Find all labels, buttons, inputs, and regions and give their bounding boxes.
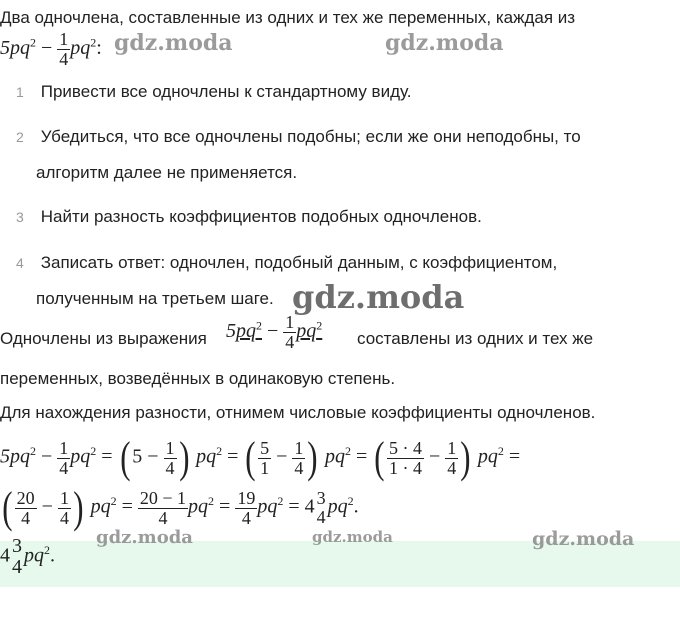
explain-line-2: переменных, возведённых в одинаковую степень. [0, 369, 396, 388]
step-text: Записать ответ: одночлен, подобный данным, с коэффициентом, [40, 253, 558, 272]
explain-suffix: составлены из одних и тех же [357, 329, 594, 348]
step-text: Привести все одночлены к стандартному виду. [40, 82, 412, 101]
explain-prefix: Одночлены из выражения [0, 329, 207, 348]
step-text: Убедиться, что все одночлены подобны; если же они неподобны, то [40, 127, 581, 146]
step-3 [16, 207, 482, 227]
watermark: gdz.moda [114, 30, 233, 56]
intro-text: Два одночлена, составленные из одних и тех же переменных, каждая из [0, 8, 576, 27]
intro-expression: $5pq^2$ − $\frac{1}{4}$ $pq^2$: [0, 29, 102, 69]
answer-expression: 4 3 4 $pq^2$. [0, 535, 55, 578]
step-number: 4 [16, 255, 24, 271]
step-4 [16, 253, 557, 273]
explain-line-3: Для нахождения разности, отнимем числовые коэффициенты одночленов. [0, 403, 596, 422]
step-number: 1 [16, 84, 24, 100]
watermark: gdz.moda [292, 278, 465, 316]
step-4-continued: полученным на третьем шаге. [36, 289, 274, 308]
watermark: gdz.moda [385, 30, 504, 56]
step-number: 2 [16, 129, 24, 145]
step-number: 3 [16, 209, 24, 225]
step-2 [16, 127, 581, 147]
watermark: gdz.moda [312, 528, 393, 546]
computation-line-1: $5pq^2$ − $\frac{1}{4}$ $pq^2$ = ( 5 − $\frac{1}{4}$ ) $pq^2$ = ( $\frac{5}{1}$ − $\frac{1}{4}$ ) $pq^2$ = ( $\frac{5 \cdot 4}{1 \cdot 4}$ − $\frac{1}{4}$ ) $pq^2$ = [0, 433, 521, 482]
computation-line-2: ( $\frac{20}{4}$ − $\frac{1}{4}$ ) $pq^2$ = $\frac{20 - 1}{4}$ $pq^2$ = $\frac{19}{4}$ $pq^2 = 4$ 3 4 $pq^2$. [2, 483, 359, 532]
explain-expression: $5pq^2$ − $\frac{1}{4}$ $pq^2$ [226, 312, 323, 352]
step-1 [16, 82, 412, 102]
watermark: gdz.moda [96, 527, 193, 548]
watermark: gdz.moda [532, 528, 635, 550]
step-text: Найти разность коэффициентов подобных одночленов. [40, 207, 482, 226]
step-2-continued: алгоритм далее не применяется. [36, 163, 298, 182]
